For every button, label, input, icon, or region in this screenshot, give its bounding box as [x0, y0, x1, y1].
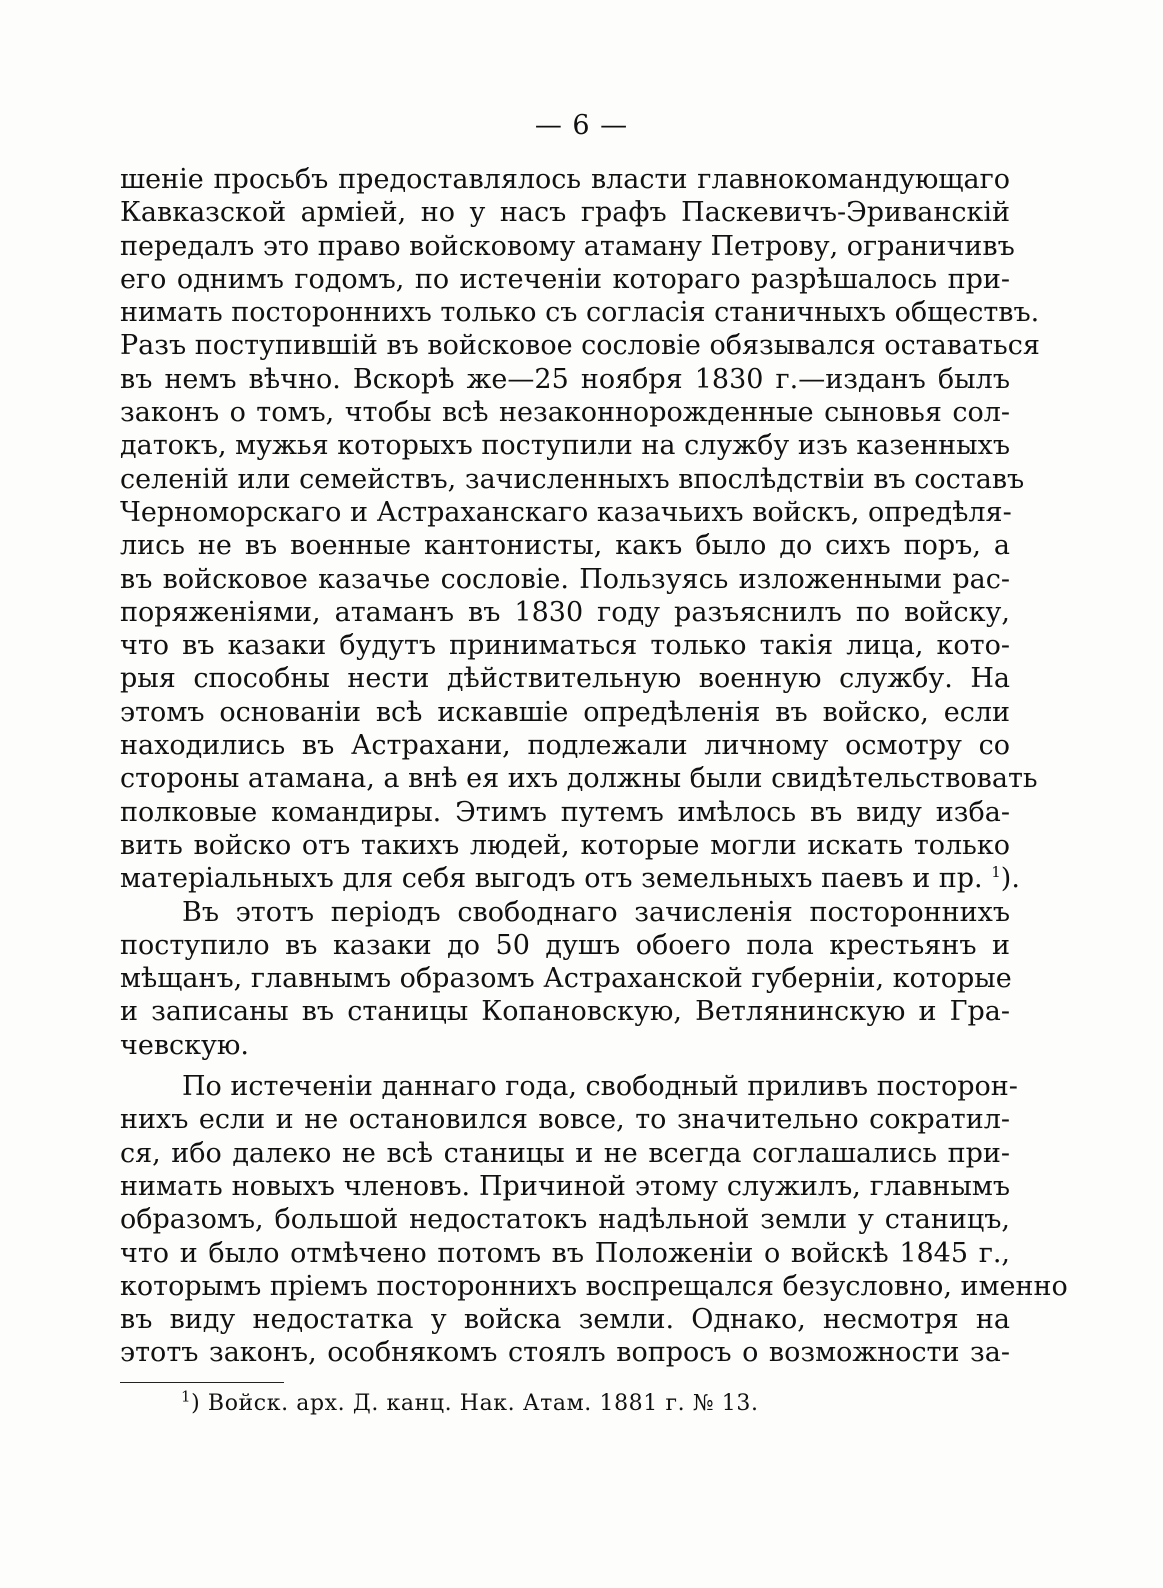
text-line-with-footnote-ref: [120, 862, 1020, 895]
paragraph-2: [120, 896, 1010, 1062]
text-line: полковые командиры. Этимъ путемъ имѣлось въ виду избa-: [120, 796, 1010, 828]
text-line: ся, ибо далеко не всѣ станицы и не всегда соглашались при-: [120, 1137, 1010, 1169]
footnote-reference: 1: [991, 863, 1001, 882]
text-line: въ виду недостатка у войска земли. Однако, несмотря на: [120, 1304, 1010, 1336]
footnote-marker: 1: [181, 1387, 192, 1406]
text-line: чевскую.: [120, 1029, 250, 1061]
footnote-divider: [120, 1382, 284, 1383]
text-line: поряженіями, атаманъ въ 1830 году разъяснилъ по войску,: [120, 596, 1010, 628]
paragraph-3: [120, 1070, 1068, 1370]
text-line: его однимъ годомъ, по истеченіи котораго разрѣшалось при-: [120, 263, 1010, 295]
text-line: этомъ основаніи всѣ искавшіе опредѣленія въ войско, если: [120, 696, 1010, 728]
text-line: стороны атамана, а внѣ ея ихъ должны были свидѣтельствовать: [120, 763, 1038, 795]
line-closing: ).: [1000, 863, 1020, 895]
text-line: нимать новыхъ членовъ. Причиной этому служилъ, главнымъ: [120, 1170, 1010, 1202]
paragraph-1: [120, 163, 1040, 896]
text-line: нихъ если и не остановился вовсе, то значительно сократил-: [120, 1104, 1010, 1136]
text-line: поступило въ казаки до 50 душъ обоего пола крестьянъ и: [120, 929, 1010, 961]
text-line: Черноморскаго и Астраханскаго казачьихъ войскъ, опредѣля-: [120, 496, 1012, 528]
page-number: — 6 —: [534, 110, 629, 141]
text-line: въ войсковое казачье сословіе. Пользуясь изложенными рас-: [120, 563, 1010, 595]
paragraph-gap: [120, 1062, 1010, 1070]
text-line: въ немъ вѣчно. Вскорѣ же—25 ноября 1830 г.—изданъ былъ: [120, 363, 1010, 395]
footnote-text: ) Войск. арх. Д. канц. Нак. Атам. 1881 г. № 13.: [191, 1391, 759, 1416]
text-line: которымъ пріемъ постороннихъ воспрещался безусловно, именно: [120, 1270, 1068, 1302]
text-line: Въ этотъ періодъ свободнаго зачисленія постороннихъ: [182, 896, 1010, 928]
text-line-content: матеріальныхъ для себя выгодъ отъ земельныхъ паевъ и пр.: [120, 863, 983, 895]
text-line: этотъ законъ, особнякомъ стоялъ вопросъ о возможности за-: [120, 1337, 1010, 1369]
text-line: что въ казаки будутъ приниматься только такія лица, кото-: [120, 630, 1010, 662]
text-line: образомъ, большой недостатокъ надѣльной земли у станицъ,: [120, 1204, 1010, 1236]
text-line: что и было отмѣчено потомъ въ Положеніи о войскѣ 1845 г.,: [120, 1237, 1010, 1269]
text-line: передалъ это право войсковому атаману Петрову, ограничивъ: [120, 230, 1015, 262]
text-line: законъ о томъ, чтобы всѣ незаконнорожденные сыновья сол-: [120, 397, 1010, 429]
text-line: Кавказской арміей, но у насъ графъ Паскевичъ-Эриванскій: [120, 197, 1010, 229]
text-line: По истеченіи даннаго года, свободный приливъ посторон-: [182, 1071, 1018, 1103]
text-line: находились въ Астрахани, подлежали личному осмотру со: [120, 730, 1010, 762]
text-line: нимать постороннихъ только съ согласія станичныхъ обществъ.: [120, 297, 1040, 329]
text-line: рыя способны нести дѣйствительную военную службу. На: [120, 663, 1010, 695]
text-line: и записаны въ станицы Копановскую, Ветлянинскую и Гра-: [120, 996, 1010, 1028]
text-line: селеній или семействъ, зачисленныхъ впослѣдствіи въ составъ: [120, 463, 1025, 495]
text-line: датокъ, мужья которыхъ поступили на службу изъ казенныхъ: [120, 430, 1010, 462]
body-text: [120, 163, 1068, 1370]
text-line: Разъ поступившій въ войсковое сословіе обязывался оставаться: [120, 330, 1040, 362]
footnote: [181, 1387, 759, 1418]
text-line: лись не въ военные кантонисты, какъ было до сихъ поръ, а: [120, 530, 1010, 562]
text-line: шеніе просьбъ предоставлялось власти главнокомандующаго: [120, 164, 1010, 195]
text-line: мѣщанъ, главнымъ образомъ Астраханской губерніи, которые: [120, 963, 1012, 995]
text-line: вить войско отъ такихъ людей, которые могли искать только: [120, 829, 1010, 861]
